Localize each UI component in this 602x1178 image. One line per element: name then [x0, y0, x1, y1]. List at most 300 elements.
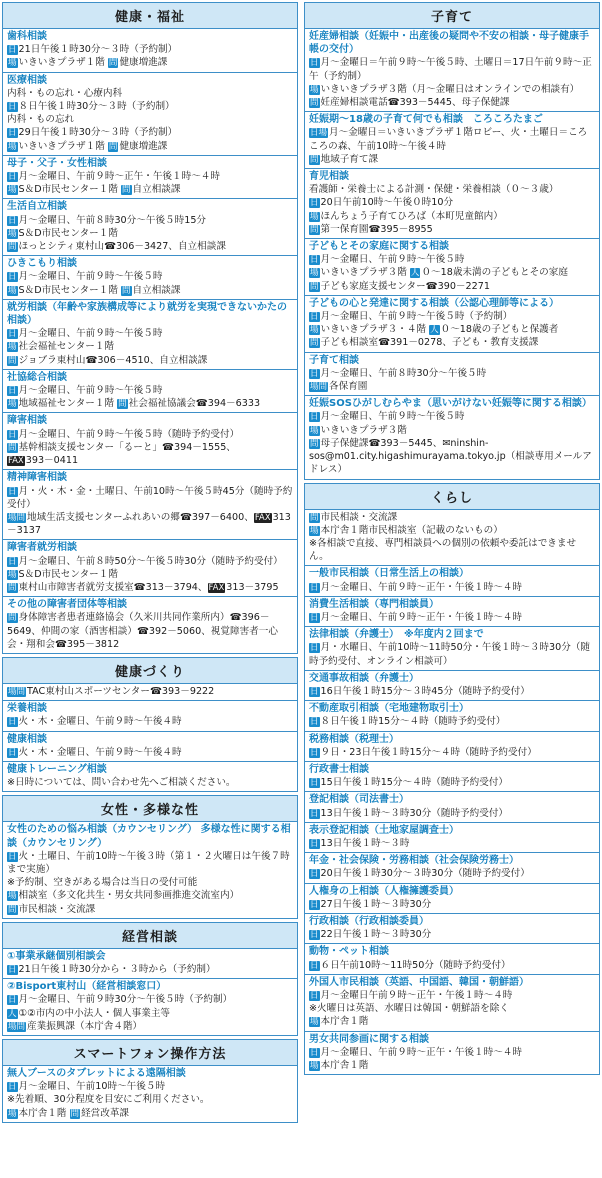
- right-column: [304, 2, 600, 1078]
- info-tag-icon: 日: [310, 198, 319, 209]
- info-tag-icon: 場: [8, 1108, 17, 1119]
- info-line: [7, 876, 293, 889]
- info-line: [7, 903, 293, 916]
- info-text: 月・火・木・金・土曜日、午前10時～午後５時45分（随時予約受付）: [7, 485, 293, 510]
- info-text: ほんちょう子育てひろば（本町児童館内）: [320, 210, 503, 222]
- info-line: [7, 454, 293, 467]
- info-tag-icon: 問: [70, 1108, 80, 1119]
- consultation-item: [305, 791, 599, 821]
- info-text: 地域子育て課: [320, 153, 379, 165]
- info-text: いきいきプラザ３階（月～金曜日はオンラインでの相談有）: [320, 83, 580, 95]
- info-text: 13日午後１時～３時: [320, 837, 410, 849]
- info-tag-icon: 場問: [8, 686, 26, 697]
- consultation-title: 障害者就労相談: [7, 542, 77, 554]
- info-line: [7, 214, 293, 227]
- info-line: [7, 555, 293, 568]
- section: [2, 657, 298, 792]
- consultation-item: [305, 913, 599, 943]
- section: [2, 795, 298, 918]
- info-text: 各保育園: [329, 381, 368, 393]
- info-tag-icon: 場: [310, 525, 319, 536]
- consultation-title: ①事業承継個別相談会: [7, 950, 106, 962]
- consultation-title: 登記相談（司法書士）: [309, 794, 409, 806]
- info-tag-icon: 場: [8, 228, 17, 239]
- info-tag-icon: 場: [8, 141, 17, 152]
- info-text: 21日午後１時30分から・３時から（予約制）: [18, 963, 216, 975]
- info-tag-icon: 場: [310, 325, 319, 336]
- consultation-item: [305, 111, 599, 168]
- info-line: [309, 837, 595, 850]
- info-text: 月～金曜日午前９時～正午・午後１時～４時: [320, 990, 513, 1001]
- consultation-item: [3, 299, 297, 369]
- consultation-item: [3, 369, 297, 413]
- info-line: [7, 354, 293, 367]
- info-line: [309, 266, 595, 279]
- info-tag-icon: 場: [310, 425, 319, 436]
- info-line: [309, 153, 595, 166]
- info-line: [309, 210, 595, 223]
- info-text: S＆D市民センター１階: [18, 227, 118, 239]
- info-tag-icon: 日: [310, 686, 319, 697]
- info-text: 月～金曜日、午前９時30分～午後５時（予約制）: [18, 994, 233, 1006]
- info-tag-icon: 日: [310, 899, 319, 910]
- info-text: 地域生活支援センターふれあいの郷☎397－6400、: [27, 511, 254, 523]
- info-text: 火・土曜日、午前10時～午後３時（第１・２火曜日は午後７時まで実施）: [7, 850, 290, 875]
- info-line: [7, 140, 293, 153]
- consultation-item: [3, 822, 297, 917]
- info-text: S＆D市民センター１階: [18, 184, 122, 196]
- info-line: [7, 441, 293, 454]
- info-text: 社会福祉協議会☎394－6333: [128, 398, 261, 410]
- info-tag-icon: 日: [8, 386, 17, 397]
- info-line: [7, 485, 293, 511]
- info-text: 妊産婦相談電話☎393－5445、母子保健課: [320, 97, 510, 109]
- consultation-item: [305, 395, 599, 478]
- info-line: [7, 240, 293, 253]
- consultation-title: 行政書士相談: [309, 763, 369, 775]
- consultation-item: [305, 168, 599, 238]
- info-tag-icon: 日: [310, 838, 319, 849]
- consultation-title: 人権身の上相談（人権擁護委員）: [309, 885, 459, 897]
- consultation-item: [305, 295, 599, 352]
- consultation-item: [305, 352, 599, 396]
- info-text: ６日午前10時～11時50分（随時予約受付）: [320, 959, 511, 971]
- info-text: 20日午前10時～午後０時10分: [320, 197, 454, 209]
- info-line: [7, 87, 293, 100]
- info-line: [309, 685, 595, 698]
- consultation-title: 女性のための悩み相談（カウンセリング） 多様な性に関する相談（カウンセリング）: [7, 824, 291, 849]
- info-line: [309, 1059, 595, 1072]
- info-line: [7, 340, 293, 353]
- info-text: 月～金曜日、午前８時50分～午後５時30分（随時予約受付）: [18, 555, 283, 567]
- info-tag-icon: 日: [8, 747, 17, 758]
- info-tag-icon: 場: [310, 211, 319, 222]
- info-text: 経営改革課: [81, 1107, 130, 1119]
- info-line: [309, 336, 595, 349]
- info-tag-icon: 日場: [310, 128, 328, 139]
- consultation-title: 栄養相談: [7, 703, 47, 715]
- info-line: [7, 581, 293, 594]
- consultation-title: 健康相談: [7, 733, 47, 745]
- consultation-item: [305, 565, 599, 595]
- consultation-title: ②Bisport東村山（経営相談窓口）: [7, 981, 167, 993]
- info-line: [309, 524, 595, 537]
- info-tag-icon: 場: [8, 285, 17, 296]
- info-line: [309, 807, 595, 820]
- info-line: [7, 327, 293, 340]
- info-tag-icon: 場: [8, 58, 17, 69]
- info-text: 子ども相談室☎391－0278、子ども・教育支援課: [320, 337, 539, 349]
- consultation-item: [305, 1031, 599, 1075]
- info-text: 地域福祉センター１階: [18, 398, 118, 410]
- info-text: 月・水曜日、午前10時～11時50分・午後１時～３時30分（随時予約受付、オンライン相談可）: [309, 642, 591, 667]
- info-line: [7, 889, 293, 902]
- consultation-item: [3, 1066, 297, 1122]
- consultation-title: 男女共同参画に関する相談: [309, 1033, 429, 1045]
- info-line: [309, 989, 595, 1002]
- info-text: 市民相談・交流課: [320, 511, 398, 523]
- info-tag-icon: 場: [8, 569, 17, 580]
- info-text: 15日午後１時15分～４時（随時予約受付）: [320, 777, 509, 789]
- info-line: [7, 227, 293, 240]
- info-text: 社会福祉センター１階: [18, 341, 115, 353]
- consultation-title: 子どもの心と発達に関する相談（公認心理師等による）: [309, 297, 559, 309]
- info-line: [7, 428, 293, 441]
- info-line: [7, 1093, 293, 1106]
- info-line: [7, 1007, 293, 1020]
- info-line: [7, 100, 293, 113]
- consultation-item: [305, 238, 599, 295]
- section: [2, 2, 298, 654]
- consultation-item: [3, 731, 297, 761]
- info-text: 内科・もの忘れ: [7, 114, 75, 126]
- info-tag-icon: 問: [310, 281, 319, 292]
- info-line: [7, 611, 293, 651]
- info-tag-icon: 場: [310, 1061, 319, 1072]
- consultation-item: [3, 255, 297, 299]
- left-column: [2, 2, 298, 1126]
- consultation-item: [305, 822, 599, 852]
- info-tag-icon: 問: [8, 613, 17, 624]
- consultation-title: 税務相談（税理士）: [309, 733, 399, 745]
- section-heading: 経営相談: [3, 923, 297, 949]
- info-tag-icon: 日: [310, 747, 319, 758]
- info-tag-icon: 日: [8, 102, 17, 113]
- consultation-item: [3, 684, 297, 700]
- info-tag-icon: 場: [310, 84, 319, 95]
- info-text: いきいきプラザ３・４階: [320, 324, 430, 336]
- info-text: 本庁舎１階: [18, 1107, 70, 1119]
- consultation-title: 妊娠期～18歳の子育て何でも相談 ころころたまご: [309, 114, 543, 126]
- info-tag-icon: 場: [8, 399, 17, 410]
- info-text: いきいきプラザ１階: [18, 57, 108, 69]
- consultation-item: [3, 949, 297, 978]
- consultation-item: [305, 670, 599, 700]
- info-line: [309, 424, 595, 437]
- consultation-item: [3, 539, 297, 596]
- info-tag-icon: 日: [310, 255, 319, 266]
- info-line: [309, 511, 595, 524]
- info-line: [309, 96, 595, 109]
- section-heading: 子育て: [305, 3, 599, 29]
- info-line: [7, 746, 293, 759]
- info-line: [309, 1046, 595, 1059]
- info-text: ８日午後１時30分～３時（予約制）: [18, 101, 175, 113]
- info-line: [309, 867, 595, 880]
- info-text: 内科・もの忘れ・心療内科: [7, 87, 123, 99]
- consultation-item: [305, 852, 599, 882]
- info-text: 看護師・栄養士による計測・保健・栄養相談（０～３歳）: [309, 184, 559, 196]
- consultation-item: [3, 198, 297, 255]
- consultation-item: [305, 626, 599, 670]
- info-tag-icon: 場問: [8, 512, 26, 523]
- info-tag-icon: 日: [8, 851, 17, 862]
- info-tag-icon: 日: [8, 172, 17, 183]
- consultation-title: 表示登記相談（土地家屋調査士）: [309, 824, 459, 836]
- info-line: [309, 959, 595, 972]
- info-tag-icon: 日: [8, 964, 17, 975]
- consultation-title: 精神障害相談: [7, 472, 67, 484]
- info-line: [309, 310, 595, 323]
- info-text: いきいきプラザ３階: [320, 267, 410, 279]
- info-text: ９日・23日午後１時15分～４時（随時予約受付）: [320, 746, 537, 758]
- section-heading: くらし: [305, 484, 599, 510]
- info-line: [7, 270, 293, 283]
- info-line: [309, 1002, 595, 1015]
- info-text: いきいきプラザ３階: [320, 424, 407, 436]
- info-tag-icon: 問: [310, 154, 319, 165]
- info-text: いきいきプラザ１階: [18, 140, 108, 152]
- info-text: ほっとシティ東村山☎306－3427、自立相談課: [18, 241, 226, 253]
- consultation-title: 医療相談: [7, 74, 47, 86]
- info-text: ※日時については、問い合わせ先へご相談ください。: [7, 777, 236, 789]
- info-text: 月～金曜日、午前８時30分～午後５時15分: [18, 214, 207, 226]
- consultation-item: [305, 731, 599, 761]
- consultation-title: 社協総合相談: [7, 371, 67, 383]
- info-text: 月～金曜日、午前９時～正午・午後１時～４時: [320, 581, 522, 593]
- info-text: TAC東村山スポーツセンター☎393－9222: [27, 685, 215, 697]
- info-line: [7, 963, 293, 976]
- info-text: 月～金曜日＝いきいきプラザ１階ロビー、火・土曜日＝ころころの森、午前10時～午後４時: [309, 127, 588, 152]
- info-text: 第一保育園☎395－8955: [320, 223, 433, 235]
- info-tag-icon: 日: [8, 717, 17, 728]
- info-tag-icon: 問: [310, 338, 319, 349]
- section-heading: 女性・多様な性: [3, 796, 297, 822]
- info-line: [309, 56, 595, 82]
- info-tag-icon: 人: [8, 1008, 17, 1019]
- info-line: [309, 223, 595, 236]
- info-text: 月～金曜日、午前９時～午後５時（随時予約受付）: [18, 428, 240, 440]
- info-line: [7, 993, 293, 1006]
- info-text: S＆D市民センター１階: [18, 284, 122, 296]
- info-text: 基幹相談支援センター「るーと」☎394－1555、: [18, 441, 236, 453]
- consultation-title: 行政相談（行政相談委員）: [309, 915, 429, 927]
- info-tag-icon: 日: [8, 1082, 17, 1093]
- consultation-item: [305, 761, 599, 791]
- consultation-item: [305, 943, 599, 973]
- info-text: 子ども家庭支援センター☎390－2271: [320, 280, 490, 292]
- consultation-title: 無人ブースのタブレットによる遠隔相談: [7, 1068, 186, 1079]
- section: [2, 922, 298, 1036]
- info-tag-icon: 日: [8, 128, 17, 139]
- info-line: [7, 1080, 293, 1093]
- info-text: ８日午後１時15分～４時（随時予約受付）: [320, 716, 506, 728]
- info-tag-icon: 日: [8, 272, 17, 283]
- info-line: [7, 384, 293, 397]
- info-line: [309, 367, 595, 380]
- info-tag-icon: 場: [8, 891, 17, 902]
- info-line: [7, 183, 293, 196]
- info-text: S＆D市民センター１階: [18, 568, 118, 580]
- info-tag-icon: 日: [8, 556, 17, 567]
- info-line: [7, 113, 293, 126]
- consultation-title: 歯科相談: [7, 31, 47, 42]
- info-text: 月～金曜日、午前９時～午後５時: [18, 328, 163, 340]
- info-tag-icon: 場: [310, 268, 319, 279]
- info-text: ※各相談で直接、専門相談員への個別の依頼や委託はできません。: [309, 537, 577, 563]
- consultation-item: [3, 29, 297, 72]
- info-tag-icon: 問: [122, 285, 131, 296]
- consultation-item: [3, 412, 297, 469]
- info-tag-icon: FAX: [208, 582, 225, 593]
- consultation-title: 法律相談（弁護士） ※年度内２回まで: [309, 629, 484, 641]
- info-tag-icon: 日: [310, 312, 319, 323]
- info-tag-icon: 問: [8, 442, 17, 453]
- info-line: [309, 437, 595, 477]
- info-tag-icon: 人: [430, 325, 439, 336]
- info-text: 月～金曜日、午前９時～正午・午後１時～４時: [320, 1046, 522, 1058]
- info-line: [309, 641, 595, 667]
- info-text: 自立相談課: [132, 184, 181, 196]
- info-line: [309, 776, 595, 789]
- info-text: ※予約制、空きがある場合は当日の受付可能: [7, 877, 198, 889]
- info-tag-icon: 日: [310, 1047, 319, 1058]
- consultation-item: [305, 510, 599, 566]
- info-line: [309, 253, 595, 266]
- info-tag-icon: 問: [310, 438, 319, 449]
- consultation-item: [3, 596, 297, 653]
- info-line: [309, 611, 595, 624]
- info-tag-icon: 日: [8, 486, 17, 497]
- info-tag-icon: FAX: [254, 512, 271, 523]
- info-text: 月～金曜日＝午前９時～午後５時、土曜日＝17日午前９時～正午（予約制）: [309, 57, 592, 82]
- info-tag-icon: 日: [310, 582, 319, 593]
- info-text: 月～金曜日、午前９時～午後５時: [18, 385, 163, 397]
- consultation-title: 消費生活相談（専門相談員）: [309, 598, 439, 610]
- info-text: 月～金曜日、午前９時～午後５時: [18, 271, 163, 283]
- info-text: ジョブラ東村山☎306－4510、自立相談課: [18, 354, 208, 366]
- info-text: 身体障害者患者連絡協会（久米川共同作業所内）☎396－5649、仲間の家（酒害相談）☎392－5060、視覚障害者一心会・翔和会☎395－3812: [7, 612, 278, 650]
- info-line: [7, 43, 293, 56]
- consultation-title: 一般市民相談（日常生活上の相談）: [309, 568, 469, 580]
- consultation-title: 妊産婦相談（妊娠中・出産後の疑問や不安の相談・母子健康手帳の交付）: [309, 31, 589, 56]
- info-text: 本庁舎１階市民相談室（記載のないもの）: [320, 524, 503, 536]
- info-tag-icon: 日: [310, 869, 319, 880]
- info-tag-icon: 日: [310, 717, 319, 728]
- info-text: 月～金曜日、午前10時～午後５時: [18, 1081, 166, 1093]
- info-line: [7, 850, 293, 876]
- consultation-item: [3, 72, 297, 155]
- info-text: ①②市内の中小法人・個人事業主等: [18, 1007, 171, 1019]
- info-text: 健康増進課: [119, 140, 168, 152]
- consultation-item: [3, 761, 297, 791]
- info-line: [309, 746, 595, 759]
- info-line: [309, 196, 595, 209]
- info-text: 市民相談・交流課: [18, 903, 96, 915]
- info-text: 東村山市障害者就労支援室☎313－3794、: [18, 581, 208, 593]
- info-text: 13日午後１時～３時30分（随時予約受付）: [320, 807, 509, 819]
- info-line: [7, 126, 293, 139]
- info-text: ※火曜日は英語、水曜日は韓国・朝鮮語を除く: [309, 1003, 509, 1015]
- info-tag-icon: 日: [8, 995, 17, 1006]
- info-tag-icon: 日: [8, 215, 17, 226]
- info-tag-icon: 問: [310, 98, 319, 109]
- info-tag-icon: 場問: [310, 382, 328, 393]
- consultation-title: 不動産取引相談（宅地建物取引士）: [309, 703, 469, 715]
- consultation-item: [3, 155, 297, 199]
- info-tag-icon: FAX: [8, 456, 24, 467]
- info-text: 本庁舎１階: [320, 1060, 369, 1072]
- consultation-title: 子育て相談: [309, 354, 359, 366]
- info-text: 相談室（多文化共生・男女共同参画推進交流室内）: [18, 890, 240, 902]
- info-tag-icon: 日: [310, 930, 319, 941]
- info-text: 27日午後１時～３時30分: [320, 898, 432, 910]
- info-tag-icon: 人: [410, 268, 420, 279]
- info-line: [309, 581, 595, 594]
- info-text: 火・木・金曜日、午前９時～午後４時: [18, 716, 182, 728]
- consultation-title: 育児相談: [309, 171, 349, 183]
- info-line: [7, 56, 293, 69]
- info-line: [7, 685, 293, 698]
- info-tag-icon: 問: [310, 512, 319, 523]
- consultation-title: 妊娠SOSひがしむらやま（思いがけない妊娠等に関する相談）: [309, 398, 592, 410]
- info-line: [309, 380, 595, 393]
- info-text: 393－0411: [25, 455, 79, 467]
- consultation-title: 健康トレーニング相談: [7, 763, 107, 775]
- info-text: 月～金曜日、午前９時～正午・午後１時～４時: [18, 171, 220, 183]
- info-tag-icon: 日: [310, 778, 319, 789]
- info-line: [7, 1020, 293, 1033]
- info-tag-icon: 場: [310, 1017, 319, 1028]
- consultation-title: 外国人市民相談（英語、中国語、韓国・朝鮮語）: [309, 976, 529, 988]
- info-text: 313－3795: [226, 581, 279, 593]
- section: [2, 1039, 298, 1123]
- info-text: 火・木・金曜日、午前９時～午後４時: [18, 746, 182, 758]
- info-line: [7, 715, 293, 728]
- info-tag-icon: 問: [122, 185, 131, 196]
- consultation-item: [305, 700, 599, 730]
- info-line: [7, 170, 293, 183]
- info-text: 月～金曜日、午前９時～午後５時（予約制）: [320, 311, 513, 323]
- info-text: 月～金曜日、午前９時～午後５時: [320, 254, 465, 266]
- section-heading: スマートフォン操作方法: [3, 1040, 297, 1066]
- info-tag-icon: 問: [108, 141, 118, 152]
- info-tag-icon: 日: [310, 960, 319, 971]
- info-line: [309, 1015, 595, 1028]
- info-text: 20日午後１時30分～３時30分（随時予約受付）: [320, 868, 530, 880]
- consultation-title: 年金・社会保険・労務相談（社会保険労務士）: [309, 855, 519, 867]
- info-tag-icon: 場: [8, 185, 17, 196]
- info-line: [309, 126, 595, 152]
- info-tag-icon: 日: [310, 808, 319, 819]
- info-tag-icon: 問: [118, 399, 127, 410]
- info-line: [309, 280, 595, 293]
- info-text: 健康増進課: [119, 57, 168, 69]
- info-line: [309, 898, 595, 911]
- info-line: [7, 511, 293, 537]
- info-tag-icon: 問: [108, 58, 118, 69]
- info-text: ※先着順、30分程度を目安にご利用ください。: [7, 1094, 210, 1106]
